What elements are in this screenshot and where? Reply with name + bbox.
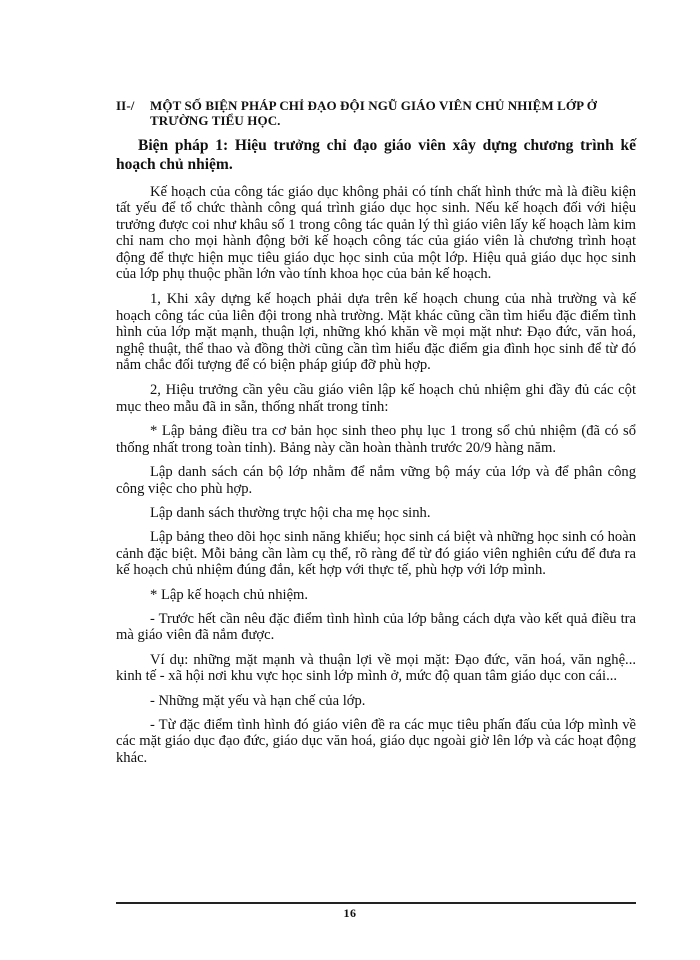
measure-title: Biện pháp 1: Hiệu trưởng chỉ đạo giáo viên xây dựng chương trình kế hoạch chủ nhiệm.	[116, 137, 636, 173]
paragraph-point-1: 1, Khi xây dựng kế hoạch phải dựa trên kế hoạch chung của nhà trường và kế hoạch công tác của liên đội trong nhà trường. Mặt khác cũng cần tìm hiểu đặc điểm tình hình của lớp mặt mạnh, thuận lợi, những khó khăn về mọi mặt như: Đạo đức, văn hoá, nghệ thuật, thể thao và đồng thời cũng cần tìm hiểu đặc điểm gia đình học sinh để từ đó nắm chắc đối tượng để có biện pháp giúp đỡ phù hợp.	[116, 291, 636, 374]
section-heading	[116, 98, 636, 128]
page-content	[116, 98, 636, 766]
paragraph-example: Ví dụ: những mặt mạnh và thuận lợi về mọi mặt: Đạo đức, văn hoá, văn nghệ... kinh tế - xã hội nơi khu vực học sinh lớp mình ở, mức độ quan tâm giáo dục con cái...	[116, 651, 636, 685]
page-number: 16	[343, 906, 357, 920]
footer-divider	[116, 902, 636, 904]
paragraph-goals: - Từ đặc điểm tình hình đó giáo viên đề ra các mục tiêu phấn đấu của lớp mình về các mặt giáo dục đạo đức, giáo dục văn hoá, giáo dục ngoài giờ lên lớp và các hoạt động khác.	[116, 716, 636, 766]
paragraph-survey-table: * Lập bảng điều tra cơ bản học sinh theo phụ lục 1 trong sổ chủ nhiệm (đã có sổ thống nhất trong toàn tỉnh). Bảng này cần hoàn thành trước 20/9 hàng năm.	[116, 423, 636, 456]
paragraph-parents-committee: Lập danh sách thường trực hội cha mẹ học sinh.	[150, 504, 431, 521]
paragraph-situation: - Trước hết cần nêu đặc điểm tình hình của lớp bằng cách dựa vào kết quả điều tra mà giáo viên đã nắm được.	[116, 610, 636, 644]
paragraph-class-officers: Lập danh sách cán bộ lớp nhằm để nắm vững bộ máy của lớp và để phân công công việc cho phù hợp.	[116, 464, 636, 497]
section-number: II-/	[116, 98, 135, 113]
paragraph-point-2: 2, Hiệu trưởng cần yêu cầu giáo viên lập kế hoạch chủ nhiệm ghi đầy đủ các cột mục theo mẫu đã in sẵn, thống nhất trong tỉnh:	[116, 382, 636, 415]
section-title: MỘT SỐ BIỆN PHÁP CHỈ ĐẠO ĐỘI NGŨ GIÁO VIÊN CHỦ NHIỆM LỚP Ở TRƯỜNG TIỂU HỌC.	[150, 98, 598, 128]
paragraph-plan-heading: * Lập kế hoạch chủ nhiệm.	[150, 586, 309, 603]
paragraph-intro: Kế hoạch của công tác giáo dục không phải có tính chất hình thức mà là điều kiện tất yếu để tổ chức thành công quá trình giáo dục học sinh. Nếu kế hoạch đối với hiệu trưởng được coi như khâu số 1 trong công tác quản lý thì giáo viên lấy kế hoạch làm kim chỉ nam cho mọi hành động bởi kế hoạch công tác của giáo viên là chương trình hoạt động để thực hiện mục tiêu giáo dục học sinh của một lớp. Hiệu quả giáo dục học sinh của lớp phụ thuộc phần lớn vào tính khoa học của bản kế hoạch.	[116, 184, 636, 283]
paragraph-tracking-table: Lập bảng theo dõi học sinh năng khiếu; học sinh cá biệt và những học sinh có hoàn cảnh đặc biệt. Mỗi bảng cần làm cụ thể, rõ ràng để từ đó giáo viên nghiên cứu để đưa ra kế hoạch chủ nhiệm đúng đắn, kết hợp với thực tế, phù hợp với lớp mình.	[116, 529, 636, 579]
paragraph-weaknesses: - Những mặt yếu và hạn chế của lớp.	[150, 692, 366, 709]
